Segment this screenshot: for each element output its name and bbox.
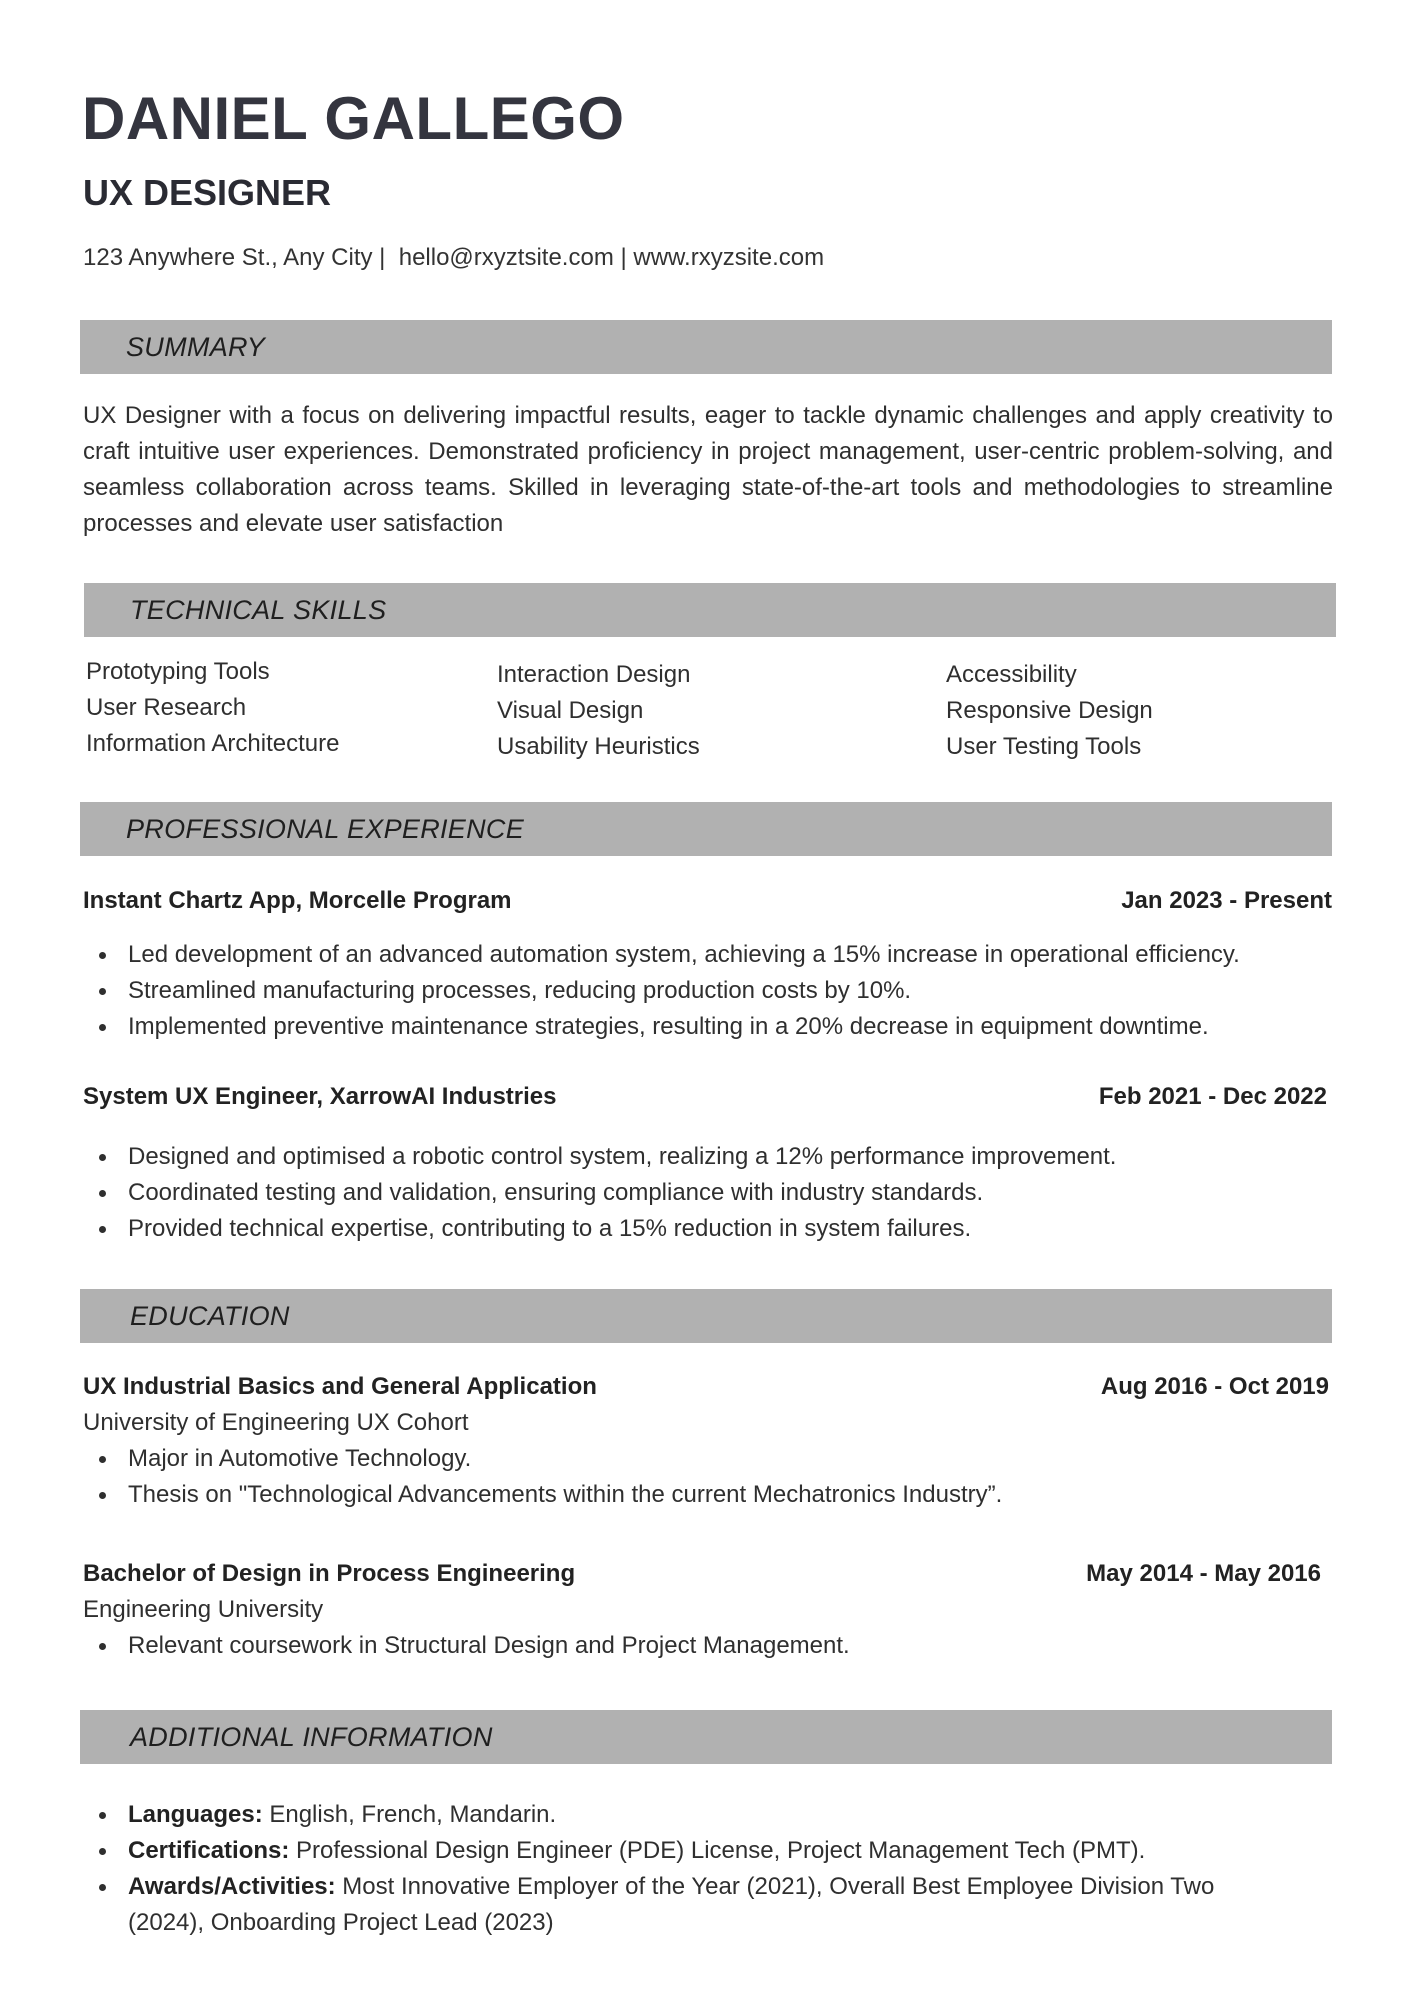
list-item: Awards/Activities: Most Innovative Employer of the Year (2021), Overall Best Employee Division Two (2024), Onboarding Project Lead (2023) bbox=[83, 1869, 1263, 1941]
skill-item: Usability Heuristics bbox=[497, 733, 700, 760]
skill-item: Accessibility bbox=[946, 661, 1077, 688]
list-item: Major in Automotive Technology. bbox=[83, 1441, 1333, 1477]
list-item: Coordinated testing and validation, ensuring compliance with industry standards. bbox=[83, 1175, 1333, 1211]
job-date-2: Feb 2021 - Dec 2022 bbox=[1098, 1083, 1327, 1110]
job-title: UX DESIGNER bbox=[83, 172, 332, 213]
bullet-dot-icon bbox=[99, 1024, 106, 1031]
education-1-bullets bbox=[83, 1441, 1333, 1513]
list-item: Designed and optimised a robotic control system, realizing a 12% performance improvement. bbox=[83, 1139, 1333, 1175]
summary-heading: SUMMARY bbox=[126, 332, 266, 362]
education-date-2: May 2014 - May 2016 bbox=[1086, 1560, 1321, 1587]
bullet-dot-icon bbox=[99, 1884, 106, 1891]
list-item: Thesis on "Technological Advancements within the current Mechatronics Industry”. bbox=[83, 1477, 1333, 1513]
experience-heading: PROFESSIONAL EXPERIENCE bbox=[126, 814, 525, 844]
job-title-2: System UX Engineer, XarrowAI Industries bbox=[83, 1083, 557, 1110]
bullet-dot-icon bbox=[99, 1812, 106, 1819]
bullet-dot-icon bbox=[99, 1643, 106, 1650]
education-school-1: University of Engineering UX Cohort bbox=[83, 1409, 469, 1436]
additional-heading: ADDITIONAL INFORMATION bbox=[130, 1722, 493, 1752]
list-item: Streamlined manufacturing processes, reducing production costs by 10%. bbox=[83, 973, 1333, 1009]
summary-text: UX Designer with a focus on delivering impactful results, eager to tackle dynamic challenges and apply creativity to craft intuitive user experiences. Demonstrated proficiency in project management, user-centric problem-solving, and seamless collaboration across teams. Skilled in leveraging state-of-the-art tools and methodologies to streamline processes and elevate user satisfaction bbox=[83, 402, 1333, 537]
list-item: Led development of an advanced automation system, achieving a 15% increase in operational efficiency. bbox=[83, 937, 1333, 973]
bullet-dot-icon bbox=[99, 1848, 106, 1855]
additional-info-list bbox=[83, 1797, 1263, 1941]
skills-heading: TECHNICAL SKILLS bbox=[130, 595, 387, 625]
skill-item: User Research bbox=[86, 694, 247, 721]
list-item: Implemented preventive maintenance strategies, resulting in a 20% decrease in equipment downtime. bbox=[83, 1009, 1333, 1045]
skill-item: Prototyping Tools bbox=[86, 658, 270, 685]
job-title-1: Instant Chartz App, Morcelle Program bbox=[83, 887, 512, 914]
candidate-name: DANIEL GALLEGO bbox=[82, 85, 625, 152]
education-date-1: Aug 2016 - Oct 2019 bbox=[1100, 1373, 1329, 1400]
bullet-dot-icon bbox=[99, 952, 106, 959]
list-item: Relevant coursework in Structural Design and Project Management. bbox=[83, 1628, 1333, 1664]
skills-column-2 bbox=[497, 657, 700, 765]
skill-item: Responsive Design bbox=[946, 697, 1153, 724]
summary-section-header bbox=[80, 320, 1332, 374]
education-heading: EDUCATION bbox=[130, 1301, 290, 1331]
skills-column-1 bbox=[86, 654, 339, 762]
skill-item: Visual Design bbox=[497, 697, 644, 724]
skill-item: User Testing Tools bbox=[946, 733, 1142, 760]
list-item: Certifications: Professional Design Engineer (PDE) License, Project Management Tech (PMT). bbox=[83, 1833, 1263, 1869]
list-item: Provided technical expertise, contributing to a 15% reduction in system failures. bbox=[83, 1211, 1333, 1247]
contact-info: 123 Anywhere St., Any City | hello@rxyztsite.com | www.rxyzsite.com bbox=[83, 244, 825, 271]
skill-item: Interaction Design bbox=[497, 661, 691, 688]
education-school-2: Engineering University bbox=[83, 1596, 324, 1623]
skill-item: Information Architecture bbox=[86, 730, 340, 757]
skills-column-3 bbox=[946, 657, 1153, 765]
education-title-1: UX Industrial Basics and General Application bbox=[83, 1373, 597, 1400]
bullet-dot-icon bbox=[99, 1456, 106, 1463]
additional-section-header bbox=[80, 1710, 1332, 1764]
education-title-2: Bachelor of Design in Process Engineering bbox=[83, 1560, 576, 1587]
bullet-dot-icon bbox=[99, 1226, 106, 1233]
bullet-dot-icon bbox=[99, 1492, 106, 1499]
job-date-1: Jan 2023 - Present bbox=[1121, 887, 1332, 914]
education-2-bullets bbox=[83, 1628, 1333, 1664]
bullet-dot-icon bbox=[99, 1154, 106, 1161]
list-item: Languages: English, French, Mandarin. bbox=[83, 1797, 1263, 1833]
bullet-dot-icon bbox=[99, 1190, 106, 1197]
job-2-bullets bbox=[83, 1139, 1333, 1247]
bullet-dot-icon bbox=[99, 988, 106, 995]
experience-section-header bbox=[80, 802, 1332, 856]
job-1-bullets bbox=[83, 937, 1333, 1045]
education-section-header bbox=[80, 1289, 1332, 1343]
skills-section-header bbox=[84, 583, 1336, 637]
